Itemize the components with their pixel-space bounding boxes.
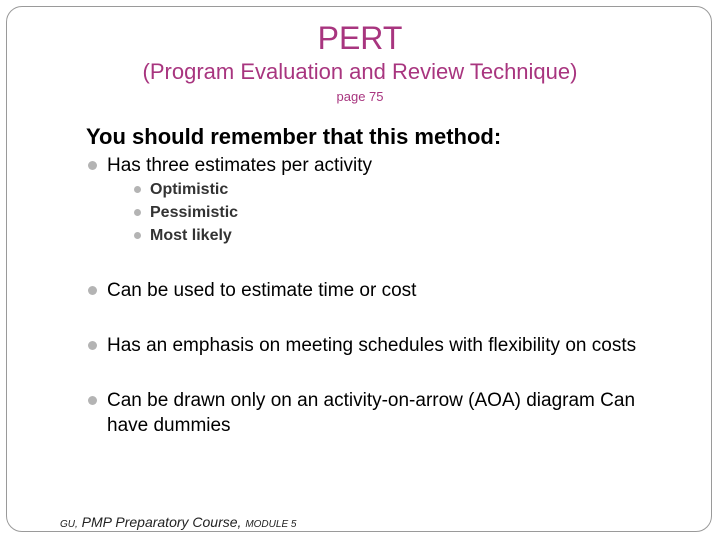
bullet-item — [88, 153, 688, 178]
sub-bullet-item — [134, 225, 232, 247]
slide-footer — [60, 512, 296, 535]
bullet-item — [88, 388, 678, 438]
sub-bullet-item — [134, 179, 228, 201]
footer-org: GU, — [60, 519, 78, 530]
bullet-item — [88, 333, 688, 358]
slide-subtitle: (Program Evaluation and Review Technique) — [142, 59, 578, 84]
footer-course: PMP Preparatory Course, — [81, 514, 242, 530]
slide-title: PERT — [317, 20, 403, 56]
sub-bullet-text: Optimistic — [150, 181, 229, 198]
bullet-dot-icon — [134, 186, 141, 193]
sub-bullet-item — [134, 202, 238, 224]
bullet-text: Can be drawn only on an activity-on-arrow (AOA) diagram Can have dummies — [107, 390, 636, 436]
bullet-text: Has three estimates per activity — [107, 155, 373, 176]
bullet-dot-icon — [134, 209, 141, 216]
bullet-item — [88, 278, 688, 303]
bullet-dot-icon — [88, 161, 97, 170]
bullet-dot-icon — [134, 232, 141, 239]
bullet-dot-icon — [88, 286, 97, 295]
bullet-dot-icon — [88, 341, 97, 350]
sub-bullet-text: Most likely — [150, 227, 232, 244]
footer-module: MODULE 5 — [245, 519, 297, 530]
bullet-dot-icon — [88, 396, 97, 405]
bullet-text: Has an emphasis on meeting schedules with flexibility on costs — [107, 335, 637, 356]
intro-text: You should remember that this method: — [86, 124, 502, 149]
page-reference: page 75 — [336, 89, 384, 104]
sub-bullet-text: Pessimistic — [150, 204, 239, 221]
bullet-text: Can be used to estimate time or cost — [107, 280, 417, 301]
